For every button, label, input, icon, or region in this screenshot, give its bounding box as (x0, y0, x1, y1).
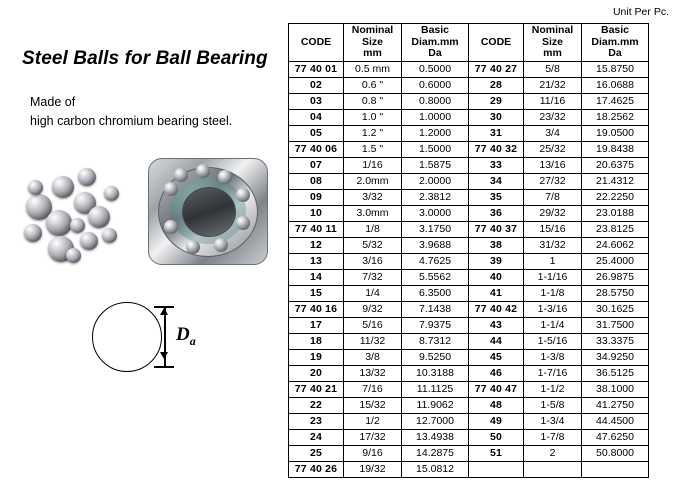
cell-code-left: 14 (289, 269, 344, 285)
cell-nominal-right: 1-1/2 (524, 381, 582, 397)
cell-nominal-right: 29/32 (524, 205, 582, 221)
cell-basic-left: 13.4938 (402, 429, 469, 445)
cell-code-right (469, 461, 524, 477)
cell-nominal-right: 2 (524, 445, 582, 461)
cell-code-right: 41 (469, 285, 524, 301)
col-header-basic-right: Basic Diam.mm Da (582, 24, 649, 62)
cell-nominal-left: 9/16 (344, 445, 402, 461)
diameter-label-text: D (176, 324, 190, 345)
cell-nominal-left: 13/32 (344, 365, 402, 381)
cell-nominal-right: 1-1/8 (524, 285, 582, 301)
table-row (289, 381, 649, 397)
cell-code-left: 09 (289, 189, 344, 205)
cell-nominal-right (524, 461, 582, 477)
cell-nominal-right: 13/16 (524, 157, 582, 173)
cell-basic-left: 0.6000 (402, 77, 469, 93)
cell-basic-right: 18.2562 (582, 109, 649, 125)
table-header (289, 24, 649, 62)
cell-code-right: 44 (469, 333, 524, 349)
cell-basic-right (582, 461, 649, 477)
cell-basic-left: 2.0000 (402, 173, 469, 189)
cell-code-right: 51 (469, 445, 524, 461)
cell-basic-left: 1.5875 (402, 157, 469, 173)
cell-code-left: 23 (289, 413, 344, 429)
table-row (289, 349, 649, 365)
cell-code-left: 18 (289, 333, 344, 349)
cell-nominal-left: 7/32 (344, 269, 402, 285)
cell-code-right: 34 (469, 173, 524, 189)
cell-code-right: 38 (469, 237, 524, 253)
cell-code-right: 28 (469, 77, 524, 93)
cell-basic-right: 26.9875 (582, 269, 649, 285)
cell-code-right: 77 40 47 (469, 381, 524, 397)
arrow-down-icon (160, 352, 168, 359)
cell-basic-left: 5.5562 (402, 269, 469, 285)
table-row (289, 93, 649, 109)
cell-code-right: 48 (469, 397, 524, 413)
cell-basic-right: 36.5125 (582, 365, 649, 381)
specification-table (288, 23, 649, 478)
col-header-nominal-right: Nominal Size mm (524, 24, 582, 62)
cell-basic-left: 7.9375 (402, 317, 469, 333)
cell-basic-left: 11.9062 (402, 397, 469, 413)
cell-basic-right: 24.6062 (582, 237, 649, 253)
cell-nominal-right: 1-3/8 (524, 349, 582, 365)
cell-basic-right: 19.8438 (582, 141, 649, 157)
cell-nominal-right: 3/4 (524, 125, 582, 141)
col-header-nominal-left: Nominal Size mm (344, 24, 402, 62)
cell-nominal-left: 5/32 (344, 237, 402, 253)
cell-code-right: 77 40 42 (469, 301, 524, 317)
cell-code-left: 13 (289, 253, 344, 269)
cell-code-left: 12 (289, 237, 344, 253)
cell-basic-left: 12.7000 (402, 413, 469, 429)
cell-basic-right: 16.0688 (582, 77, 649, 93)
cell-nominal-right: 1-3/16 (524, 301, 582, 317)
cell-code-right: 77 40 32 (469, 141, 524, 157)
ball-bearing-image (148, 158, 266, 263)
diameter-diagram (92, 300, 202, 375)
cell-code-right: 49 (469, 413, 524, 429)
cell-code-right: 33 (469, 157, 524, 173)
cell-nominal-left: 0.6 " (344, 77, 402, 93)
arrow-up-icon (160, 308, 168, 315)
cell-nominal-right: 7/8 (524, 189, 582, 205)
cell-code-left: 24 (289, 429, 344, 445)
cell-basic-right: 25.4000 (582, 253, 649, 269)
cell-basic-right: 47.6250 (582, 429, 649, 445)
cell-nominal-left: 11/32 (344, 333, 402, 349)
cell-code-left: 15 (289, 285, 344, 301)
cell-code-right: 46 (469, 365, 524, 381)
cell-nominal-left: 1.0 " (344, 109, 402, 125)
cell-nominal-right: 21/32 (524, 77, 582, 93)
cell-basic-right: 31.7500 (582, 317, 649, 333)
steel-balls-image (22, 166, 144, 266)
cell-code-left: 08 (289, 173, 344, 189)
table-header-row (289, 24, 649, 62)
cell-code-left: 77 40 26 (289, 461, 344, 477)
cell-basic-left: 11.1125 (402, 381, 469, 397)
cell-nominal-left: 2.0mm (344, 173, 402, 189)
cell-basic-right: 28.5750 (582, 285, 649, 301)
cell-nominal-left: 3.0mm (344, 205, 402, 221)
cell-basic-left: 3.1750 (402, 221, 469, 237)
cell-basic-left: 7.1438 (402, 301, 469, 317)
cell-code-left: 05 (289, 125, 344, 141)
cell-basic-right: 22.2250 (582, 189, 649, 205)
table-body (289, 61, 649, 477)
table-row (289, 397, 649, 413)
dimension-tick-bottom (154, 366, 174, 368)
cell-nominal-right: 1-1/4 (524, 317, 582, 333)
cell-basic-right: 41.2750 (582, 397, 649, 413)
page-title: Steel Balls for Ball Bearing (22, 48, 268, 69)
table-row (289, 445, 649, 461)
cell-nominal-right: 1-1/16 (524, 269, 582, 285)
cell-code-left: 77 40 11 (289, 221, 344, 237)
cell-code-right: 77 40 37 (469, 221, 524, 237)
cell-nominal-left: 9/32 (344, 301, 402, 317)
cell-nominal-right: 1-5/8 (524, 397, 582, 413)
cell-basic-left: 3.0000 (402, 205, 469, 221)
table-row (289, 333, 649, 349)
cell-nominal-left: 1.2 " (344, 125, 402, 141)
col-header-basic-left: Basic Diam.mm Da (402, 24, 469, 62)
table-row (289, 109, 649, 125)
cell-nominal-left: 3/32 (344, 189, 402, 205)
cell-nominal-left: 0.5 mm (344, 61, 402, 77)
table-row (289, 301, 649, 317)
table-row (289, 365, 649, 381)
cell-basic-left: 1.0000 (402, 109, 469, 125)
table-row (289, 461, 649, 477)
cell-basic-left: 9.5250 (402, 349, 469, 365)
diameter-label (176, 324, 196, 349)
left-panel (0, 0, 290, 492)
cell-nominal-left: 0.8 " (344, 93, 402, 109)
cell-basic-right: 50.8000 (582, 445, 649, 461)
cell-code-left: 02 (289, 77, 344, 93)
cell-code-left: 77 40 16 (289, 301, 344, 317)
cell-code-right: 50 (469, 429, 524, 445)
cell-nominal-right: 31/32 (524, 237, 582, 253)
cell-code-right: 35 (469, 189, 524, 205)
cell-code-right: 36 (469, 205, 524, 221)
cell-basic-left: 6.3500 (402, 285, 469, 301)
material-line-1: Made of (30, 95, 76, 109)
cell-basic-right: 21.4312 (582, 173, 649, 189)
table-row (289, 141, 649, 157)
cell-basic-right: 15.8750 (582, 61, 649, 77)
cell-nominal-right: 1-7/16 (524, 365, 582, 381)
cell-basic-left: 15.0812 (402, 461, 469, 477)
cell-code-right: 30 (469, 109, 524, 125)
cell-code-left: 20 (289, 365, 344, 381)
cell-nominal-right: 1-3/4 (524, 413, 582, 429)
cell-nominal-right: 5/8 (524, 61, 582, 77)
table-row (289, 221, 649, 237)
cell-code-right: 39 (469, 253, 524, 269)
cell-code-left: 07 (289, 157, 344, 173)
cell-nominal-right: 27/32 (524, 173, 582, 189)
table-row (289, 77, 649, 93)
cell-nominal-left: 17/32 (344, 429, 402, 445)
cell-code-right: 43 (469, 317, 524, 333)
cell-basic-left: 2.3812 (402, 189, 469, 205)
table-row (289, 61, 649, 77)
cell-nominal-left: 1/16 (344, 157, 402, 173)
table-row (289, 157, 649, 173)
cell-basic-left: 4.7625 (402, 253, 469, 269)
cell-basic-right: 19.0500 (582, 125, 649, 141)
cell-nominal-left: 1/2 (344, 413, 402, 429)
cell-nominal-left: 1/4 (344, 285, 402, 301)
cell-basic-right: 38.1000 (582, 381, 649, 397)
cell-code-right: 77 40 27 (469, 61, 524, 77)
cell-code-right: 31 (469, 125, 524, 141)
table-row (289, 285, 649, 301)
cell-nominal-left: 3/16 (344, 253, 402, 269)
cell-basic-left: 0.8000 (402, 93, 469, 109)
cell-nominal-right: 1 (524, 253, 582, 269)
cell-nominal-right: 25/32 (524, 141, 582, 157)
cell-nominal-right: 1-7/8 (524, 429, 582, 445)
col-header-code-left: CODE (289, 24, 344, 62)
cell-code-left: 77 40 01 (289, 61, 344, 77)
table-row (289, 173, 649, 189)
cell-code-right: 45 (469, 349, 524, 365)
cell-nominal-right: 11/16 (524, 93, 582, 109)
cell-code-left: 19 (289, 349, 344, 365)
cell-code-left: 22 (289, 397, 344, 413)
cell-nominal-left: 7/16 (344, 381, 402, 397)
cell-basic-left: 1.2000 (402, 125, 469, 141)
cell-nominal-right: 15/16 (524, 221, 582, 237)
cell-nominal-right: 1-5/16 (524, 333, 582, 349)
cell-basic-right: 23.8125 (582, 221, 649, 237)
cell-nominal-left: 5/16 (344, 317, 402, 333)
cell-basic-right: 44.4500 (582, 413, 649, 429)
table-row (289, 125, 649, 141)
table-row (289, 317, 649, 333)
cell-basic-right: 23.0188 (582, 205, 649, 221)
cell-basic-left: 0.5000 (402, 61, 469, 77)
cell-basic-left: 14.2875 (402, 445, 469, 461)
table-row (289, 253, 649, 269)
cell-code-left: 04 (289, 109, 344, 125)
cell-basic-right: 33.3375 (582, 333, 649, 349)
material-line-2: high carbon chromium bearing steel. (30, 114, 233, 128)
cell-basic-right: 30.1625 (582, 301, 649, 317)
col-header-code-right: CODE (469, 24, 524, 62)
table-row (289, 429, 649, 445)
cell-nominal-left: 15/32 (344, 397, 402, 413)
cell-basic-left: 1.5000 (402, 141, 469, 157)
cell-basic-left: 3.9688 (402, 237, 469, 253)
cell-nominal-left: 19/32 (344, 461, 402, 477)
unit-note: Unit Per Pc. (612, 6, 669, 18)
cell-nominal-left: 1.5 " (344, 141, 402, 157)
cell-nominal-right: 23/32 (524, 109, 582, 125)
cell-code-left: 77 40 06 (289, 141, 344, 157)
cell-basic-right: 34.9250 (582, 349, 649, 365)
cell-basic-right: 17.4625 (582, 93, 649, 109)
cell-code-left: 77 40 21 (289, 381, 344, 397)
cell-code-right: 40 (469, 269, 524, 285)
cell-code-left: 10 (289, 205, 344, 221)
table-row (289, 269, 649, 285)
cell-basic-left: 8.7312 (402, 333, 469, 349)
cell-nominal-left: 3/8 (344, 349, 402, 365)
cell-basic-right: 20.6375 (582, 157, 649, 173)
cell-code-left: 17 (289, 317, 344, 333)
table-row (289, 237, 649, 253)
table-row (289, 205, 649, 221)
cell-basic-left: 10.3188 (402, 365, 469, 381)
cell-code-right: 29 (469, 93, 524, 109)
material-description (30, 93, 232, 131)
cell-nominal-left: 1/8 (344, 221, 402, 237)
cell-code-left: 25 (289, 445, 344, 461)
diameter-label-subscript: a (189, 333, 196, 348)
table-row (289, 189, 649, 205)
cell-code-left: 03 (289, 93, 344, 109)
ball-outline-icon (92, 302, 162, 372)
table-row (289, 413, 649, 429)
